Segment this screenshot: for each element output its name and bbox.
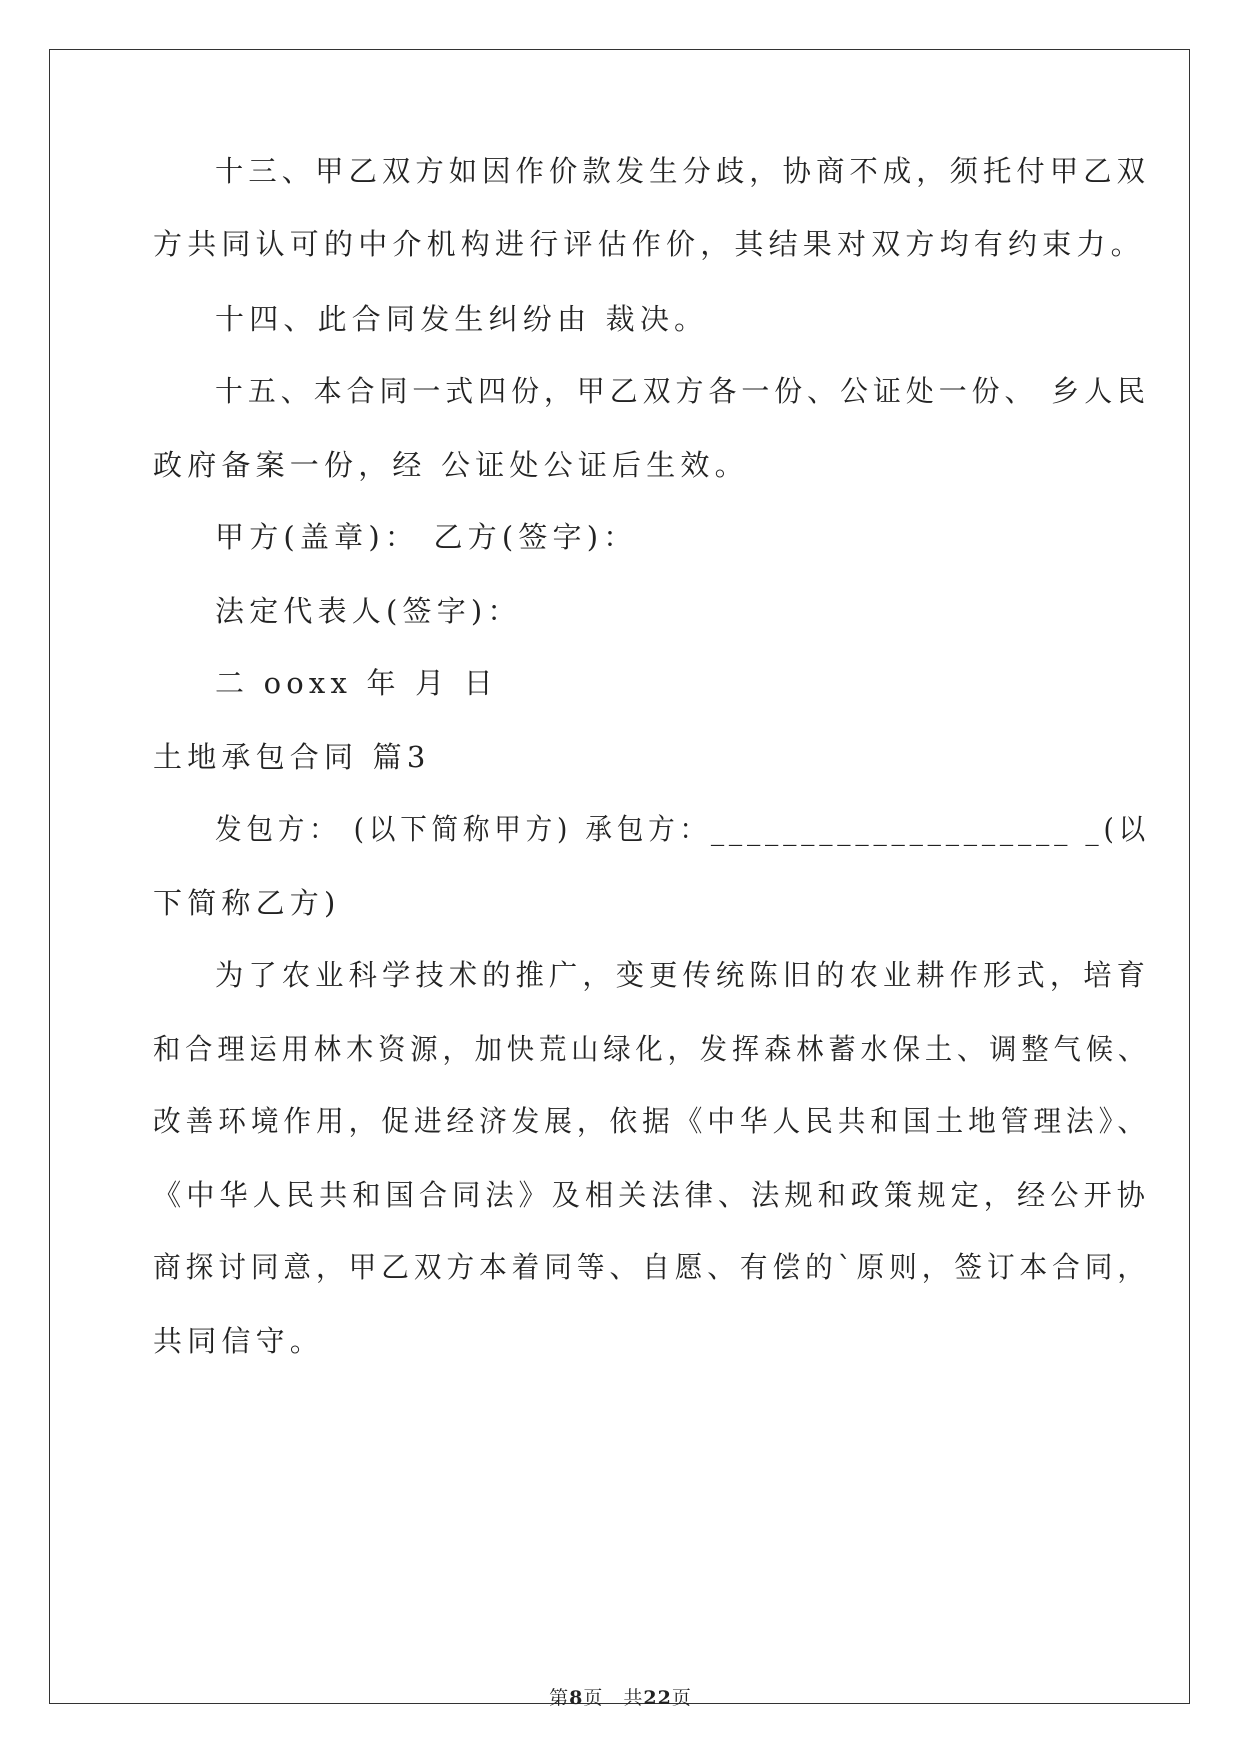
date-line: 二 ooxx 年 月 日 <box>215 666 498 700</box>
preamble-line-6: 共同信守。 <box>153 1324 325 1358</box>
footer-mid: 页 共 <box>583 1687 644 1709</box>
parties-line-1: 发包方： (以下简称甲方) 承包方：____________________ _(以 <box>215 812 1150 846</box>
footer-prefix: 第 <box>549 1687 570 1709</box>
page-border <box>49 49 1190 1704</box>
legal-representative-line: 法定代表人(签字)： <box>215 594 522 628</box>
section-heading: 土地承包合同 篇3 <box>153 740 431 774</box>
preamble-line-3: 改善环境作用，促进经济发展，依据《中华人民共和国土地管理法》、 <box>153 1104 1150 1138</box>
preamble-line-4: 《中华人民共和国合同法》及相关法律、法规和政策规定，经公开协 <box>153 1178 1150 1212</box>
preamble-line-1: 为了农业科学技术的推广，变更传统陈旧的农业耕作形式，培育 <box>215 958 1151 992</box>
current-page-number: 8 <box>569 1687 584 1709</box>
page-footer <box>0 1683 1241 1710</box>
preamble-line-2: 和合理运用林木资源，加快荒山绿化，发挥森林蓄水保土、调整气候、 <box>153 1032 1151 1066</box>
preamble-line-5: 商探讨同意，甲乙双方本着同等、自愿、有偿的`原则，签订本合同， <box>153 1250 1150 1284</box>
clause-13-line-2: 方共同认可的中介机构进行评估作价，其结果对双方均有约束力。 <box>153 227 1145 261</box>
parties-line-2: 下简称乙方) <box>153 886 341 920</box>
clause-14: 十四、此合同发生纠纷由 裁决。 <box>215 302 709 336</box>
signature-party-line: 甲方(盖章)： 乙方(签字)： <box>215 520 638 554</box>
total-page-count: 22 <box>643 1687 672 1709</box>
clause-15-line-1: 十五、本合同一式四份，甲乙双方各一份、公证处一份、 乡人民 <box>215 374 1150 408</box>
clause-15-line-2: 政府备案一份，经 公证处公证后生效。 <box>153 448 749 482</box>
footer-suffix: 页 <box>671 1687 692 1709</box>
clause-13-line-1: 十三、甲乙双方如因作价款发生分歧，协商不成，须托付甲乙双 <box>215 154 1151 188</box>
